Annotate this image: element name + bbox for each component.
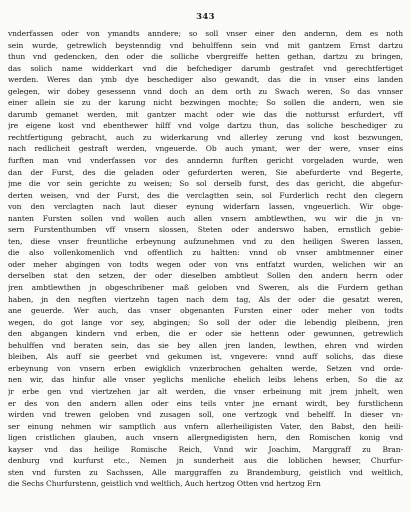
page-number: 343	[196, 12, 215, 22]
text-line: jr erbe gen vnd viertzehen jar alt werden, die vnser erbeinung mit jrem jnhelt, wen	[8, 386, 403, 396]
text-line: nen wir, das hinfur alle vnser yeglichs menliche ehelich leibs lehens erben, So die az	[8, 375, 403, 385]
text-line: den abgangen kindern vnd erben, die er oder sie hettenn oder gewunnen, getrewlich	[8, 329, 403, 339]
text-line: rechtfertigung gebracht, auch zu widerkarung vnd allerley zerung vnd kost bezwungen,	[8, 132, 403, 142]
text-line: derten weisen, vnd der Furst, des die verclagtten sein, sol Furderlich recht den clegern	[8, 190, 403, 200]
text-line: wegen, do got lange vor sey, abgingen; So soll der oder die lebendig pleibenn, jren	[8, 317, 403, 327]
text-line: ligen cristlichen glauben, auch vnsern allergnedigisten hern, den Romischen konig vnd	[8, 433, 403, 443]
text-line: das solich name widderkart vnd die befchediger darumb gestrafet vnd gerechtfertiget	[8, 63, 403, 73]
text-line: werden. Weres dan ymb dye beschediger also gewandt, das die in vnser eins landen	[8, 75, 403, 85]
text-line: ser einung nehmen wir samptlich aus vnfern allerheiligisten Vater, den Babst, den heili-	[8, 421, 403, 431]
text-line: er des von den andern allen oder eins teils vnter jne ernant wirdt, bey furstlichenn	[8, 398, 403, 408]
text-line: vnderfassen oder von ymandts anndere; so soll vnser einer den andernn, dem es noth	[8, 29, 403, 38]
text-line: denburg vnd kurfurst etc., Nemen jn sunderheit aus die loblichen hewser, Churfur-	[8, 456, 403, 466]
text-line: bleiben, Als auff sie geerbet vnd gekumen ist, vngevere: vnnd auff solichs, das diese	[8, 352, 403, 362]
text-line: kayser vnd das heilige Romische Reich, Vnnd wir Joachim, Marggraff zu Bran-	[8, 444, 403, 454]
text-line: nach redlicheit gestraft werden, vngeuerde. Ob auch ymant, wer der were, vnser eins	[8, 144, 403, 154]
text-line: einer allein sie zu der karung nicht bezwingen mochte; So sollen die andern, wen sie	[8, 98, 403, 108]
text-line: sern Furstenthumben vff vnsern slossen, Steten oder anderswo haben, ernstlich gebie-	[8, 225, 403, 235]
text-line: oder meher abgingen von todts wegen oder von vns entfatzt wurden, welichen wir an	[8, 259, 403, 269]
text-line: jme die vor sein gerichte zu weisen; So sol derselb furst, des das gericht, die abgefur-	[8, 179, 403, 189]
text-line: ten, diese vnser freuntliche erbeynung aufzunehmen vnd zu den heiligen Sweren lassen,	[8, 236, 403, 246]
text-line: derselben stat den setzen, der oder dieselben ambtleut Sollen den andern herrn oder	[8, 271, 403, 281]
text-line: jre eigene kost vnd ebenthewer hilff vnd volge dartzu thun, das soliche beschediger zu	[8, 121, 403, 131]
text-line: thun vnd gedencken, den oder die solliche vbergreiffe hetten gethan, dartzu zu bringen,	[8, 52, 403, 62]
text-line: wirden vnd trewen geloben vnd zusagen soll, one vertzogk vnd behelff. In dieser vn-	[8, 410, 403, 420]
text-line: jren ambtlewthen jn obgeschribener maß geloben vnd Sweren, als die Furdern gethan	[8, 283, 403, 293]
text-line: erbeynung von vnsern erben ewigklich vnzerbrochen gehalten werde, Setzen vnd orde-	[8, 363, 403, 373]
text-line: die Sechs Churfurstenn, geistlich vnd weltlich, Auch hertzog Otten vnd hertzog Ern	[8, 479, 321, 489]
text-line: furften man vnd vnderfassen vor des anndernn furften gericht vorgeladen wurde, wen	[8, 156, 403, 166]
text-line: nanten Fursten sollen vnd wollen auch allen vnsern ambtlewthen, wu wir die jn vn-	[8, 213, 403, 223]
body-text	[8, 28, 403, 490]
text-line: sein wurde, getrewlich beystenndig vnd behulffenn sein vnd mit gantzem Ernst dartzu	[8, 40, 403, 50]
text-line: haben, jn den negften viertzehn tagen nach dem tag, Als der oder die gesatzt weren,	[8, 294, 403, 304]
text-line: ane geuerde. Wer auch, das vnser obgenanten Fursten einer oder meher von todts	[8, 306, 403, 316]
text-line: behulffen vnd beraten sein, das sie bey allen jren landen, lewthen, ehren vnd wirden	[8, 340, 403, 350]
text-line: darumb gemanet werden, mit gantzer macht oder wie das die nottursst erfurdert, vff	[8, 109, 403, 119]
text-line: gelegen, wir dobey gesessenn vnnd doch an dem orth zu Swach weren, So das vnnser	[8, 86, 403, 96]
text-line: von den verclagten nach laut dieser eynung widerfarn lassen, vngeuerlich. Wir obge-	[8, 202, 403, 212]
text-line: die also vollenkomenlich vnd offentlich zu haltten: vnnd ob vnser ambtmenner einer	[8, 248, 403, 258]
text-line: dan der Furst, des die geladen oder gefurderten weren, Sie abefurderte vnd Begerte,	[8, 167, 403, 177]
text-line: sten vnd fursten zu Sachssen, Alle marggraffen zu Brandemburg, geistlich vnd weltlich,	[8, 467, 403, 477]
